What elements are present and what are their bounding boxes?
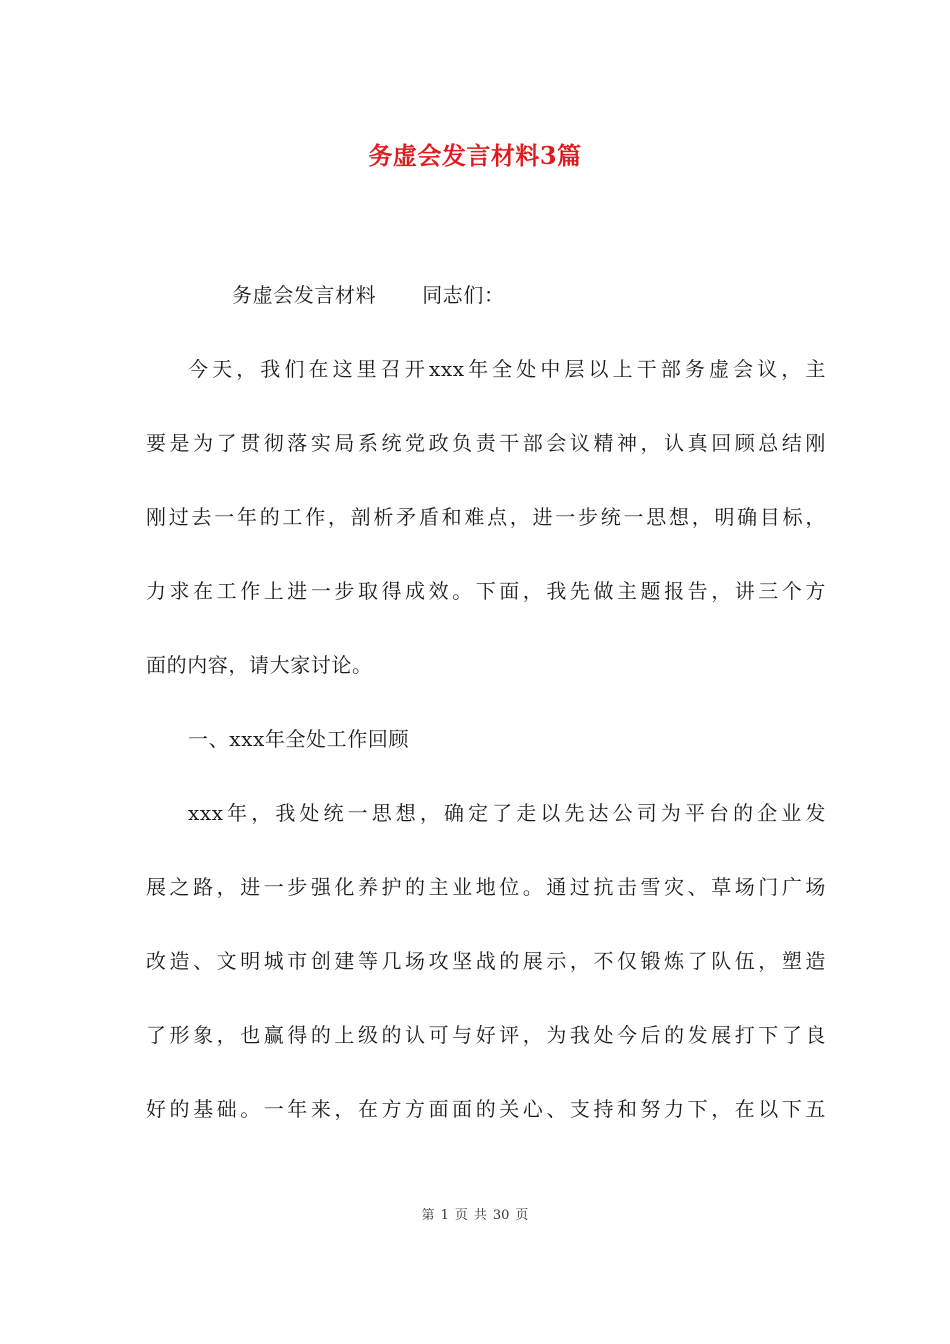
- paragraph-line: 改造、文明城市创建等几场攻坚战的展示，不仅锻炼了队伍，塑造: [146, 949, 826, 973]
- section-heading: 一、xxx年全处工作回顾: [188, 727, 410, 751]
- footer-total-word: 共: [473, 1208, 487, 1223]
- paragraph-line: 好的基础。一年来，在方方面面的关心、支持和努力下，在以下五: [146, 1097, 826, 1121]
- greeting-line: [232, 280, 912, 310]
- paragraph-line: 了形象，也赢得的上级的认可与好评，为我处今后的发展打下了良: [146, 1023, 826, 1047]
- greeting-salutation: 同志们：: [422, 283, 505, 307]
- document-title: 务虚会发言材料3篇: [368, 141, 582, 170]
- greeting-heading: 务虚会发言材料: [232, 283, 377, 307]
- footer-page-word: 页: [454, 1208, 468, 1223]
- paragraph-line: 要是为了贯彻落实局系统党政负责干部会议精神，认真回顾总结刚: [146, 431, 826, 455]
- paragraph-line: 今天，我们在这里召开xxx年全处中层以上干部务虚会议，主: [188, 357, 826, 381]
- paragraph-line: 刚过去一年的工作，剖析矛盾和难点，进一步统一思想，明确目标，: [146, 505, 826, 529]
- page-number-footer: [0, 1206, 950, 1226]
- paragraph-line: xxx年，我处统一思想，确定了走以先达公司为平台的企业发: [188, 801, 826, 825]
- footer-total-pages: 30: [492, 1208, 510, 1223]
- paragraph-line: 力求在工作上进一步取得成效。下面，我先做主题报告，讲三个方: [146, 579, 826, 603]
- footer-current-page: 1: [440, 1208, 449, 1223]
- paragraph-line: 面的内容，请大家讨论。: [146, 653, 373, 677]
- paragraph-line: 展之路，进一步强化养护的主业地位。通过抗击雪灾、草场门广场: [146, 875, 826, 899]
- footer-suffix: 页: [515, 1208, 529, 1223]
- footer-prefix: 第: [421, 1208, 435, 1223]
